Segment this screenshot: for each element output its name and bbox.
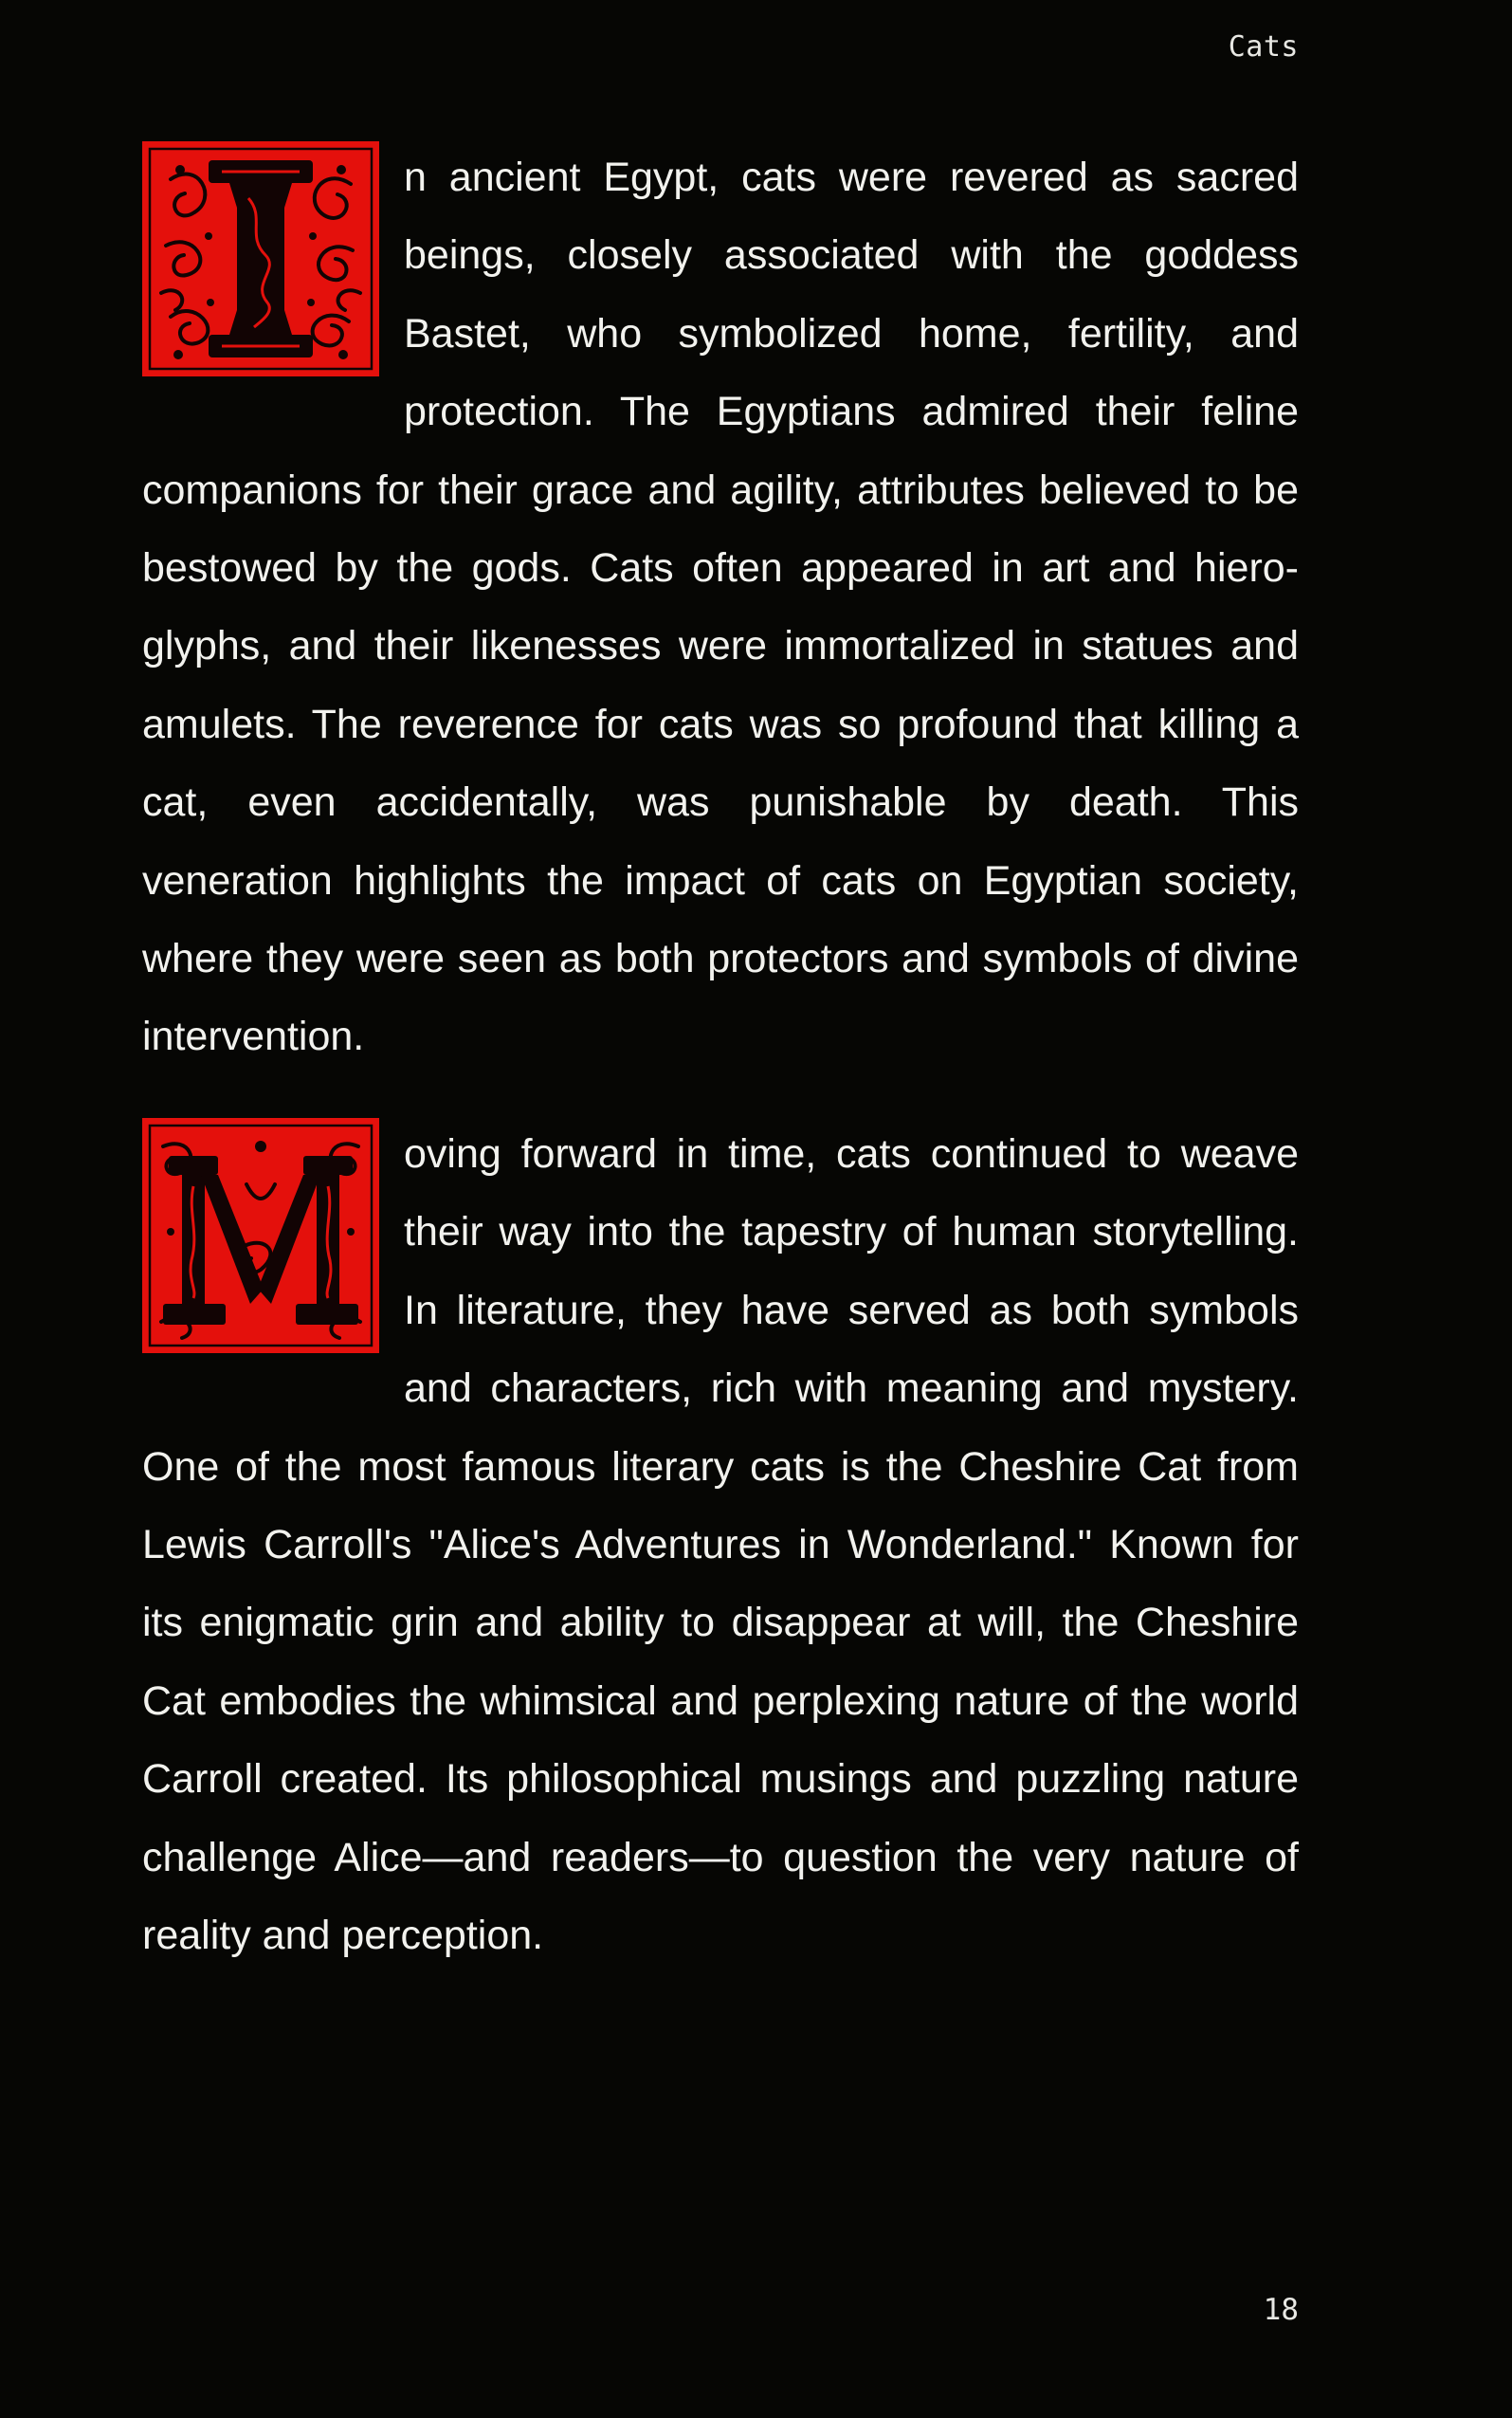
paragraph xyxy=(142,1115,1299,1974)
ornamental-initial-m-icon xyxy=(142,1118,379,1353)
ornamental-initial-i-icon xyxy=(142,141,379,376)
paragraph xyxy=(142,138,1299,1076)
page-number: 18 xyxy=(1263,2293,1299,2327)
paragraph-text: n ancient Egypt, cats were revered as sacred beings, closely associated with the goddess Bastet, who symbolized home, fertility, and protection. The Egyptians admired their feline companions for their grace and agility, attributes believed to be bestowed by the gods. Cats often appeared in art and hieroglyphs, and their likenesses were immortalized in statues and amulets. The reverence for cats was so profound that killing a cat, even accidentally, was punishable by death. This veneration highlights the impact of cats on Egyptian society, where they were seen as both protectors and symbols of divine intervention. xyxy=(142,155,1299,1060)
running-header: Cats xyxy=(1228,30,1299,64)
paragraph-text: oving forward in time, cats continued to weave their way into the tapestry of human storytelling. In literature, they have served as both symbols and characters, rich with meaning and mystery. One of the most famous literary cats is the Cheshire Cat from Lewis Carroll's "Alice's Adventures in Wonderland." Known for its enigmatic grin and ability to disappear at will, the Cheshire Cat embodies the whimsical and perplexing nature of the world Carroll created. Its philosophical musings and puzzling nature challenge Alice—and readers—to question the very nature of reality and perception. xyxy=(142,1131,1299,1959)
